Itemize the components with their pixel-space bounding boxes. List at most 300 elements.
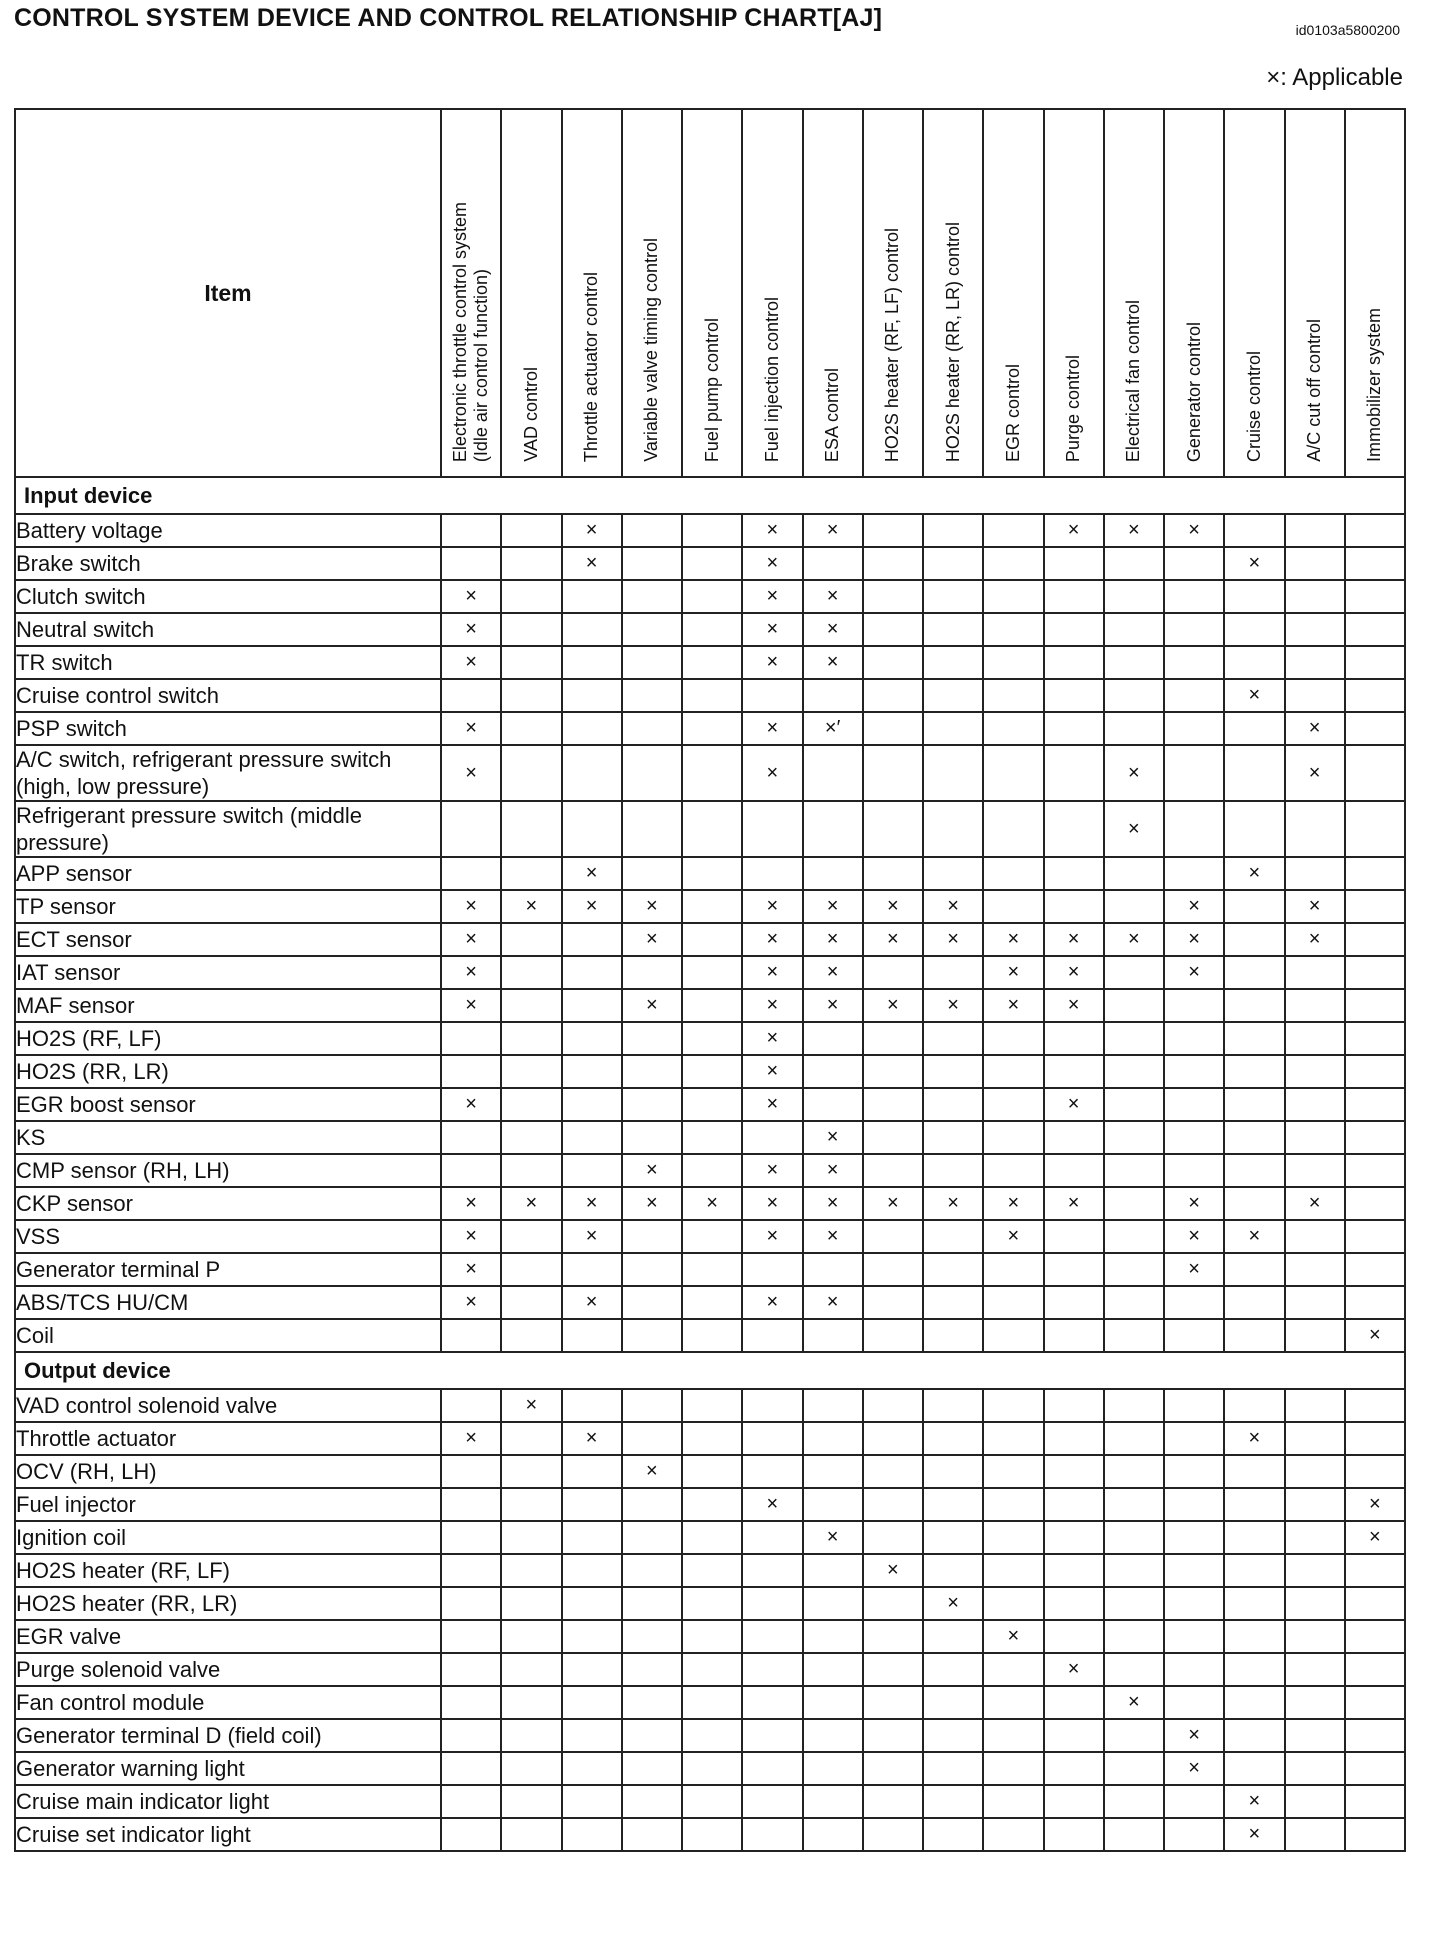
applicable-mark: ×: [826, 928, 839, 950]
table-cell: [501, 679, 561, 712]
table-cell: [1345, 580, 1405, 613]
table-cell: [622, 1286, 682, 1319]
column-header-label: Fuel injection control: [761, 296, 782, 462]
item-label: APP sensor: [15, 857, 441, 890]
table-row: [15, 1554, 1405, 1587]
table-cell: [562, 857, 622, 890]
table-cell: [983, 1719, 1043, 1752]
applicable-mark: ×: [1188, 928, 1200, 950]
table-cell: [622, 1154, 682, 1187]
table-cell: [1285, 580, 1345, 613]
table-cell: [742, 1455, 802, 1488]
column-header-label: ESA control: [822, 367, 843, 462]
table-cell: [682, 1319, 742, 1352]
table-cell: [1224, 1752, 1284, 1785]
table-cell: [562, 1022, 622, 1055]
table-cell: [682, 1022, 742, 1055]
applicable-mark: ×: [1308, 895, 1321, 917]
table-cell: [501, 1253, 561, 1286]
table-cell: [1104, 1055, 1164, 1088]
table-cell: [923, 1653, 983, 1686]
item-label: VAD control solenoid valve: [15, 1389, 441, 1422]
applicable-mark: ×: [766, 895, 779, 917]
column-header-label: Generator control: [1183, 321, 1204, 462]
table-cell: [803, 1319, 863, 1352]
column-header: [1224, 109, 1284, 477]
table-cell: [1224, 1187, 1284, 1220]
table-cell: [863, 1422, 923, 1455]
table-cell: [1104, 1620, 1164, 1653]
table-cell: [1104, 1455, 1164, 1488]
table-cell: [562, 956, 622, 989]
table-cell: [501, 1719, 561, 1752]
table-cell: [742, 1785, 802, 1818]
applicable-mark: ×: [766, 1093, 779, 1115]
table-cell: [1345, 1752, 1405, 1785]
applicable-mark: ×: [465, 1192, 477, 1214]
applicable-mark: ×: [585, 519, 598, 541]
table-cell: [742, 1554, 802, 1587]
table-cell: [863, 1719, 923, 1752]
table-cell: [1224, 1088, 1284, 1121]
table-cell: [1104, 679, 1164, 712]
item-label: Generator terminal D (field coil): [15, 1719, 441, 1752]
table-cell: [863, 1653, 923, 1686]
table-cell: [1224, 745, 1284, 801]
table-cell: [1224, 613, 1284, 646]
table-cell: [441, 989, 501, 1022]
applicable-mark: ×: [1369, 1493, 1381, 1515]
table-cell: [622, 1620, 682, 1653]
table-cell: [1164, 1022, 1224, 1055]
item-label: Brake switch: [15, 547, 441, 580]
table-cell: [742, 1488, 802, 1521]
table-cell: [803, 1818, 863, 1851]
table-cell: [441, 1055, 501, 1088]
item-label: Cruise set indicator light: [15, 1818, 441, 1851]
applicable-mark: ×: [585, 1225, 598, 1247]
table-cell: [622, 923, 682, 956]
table-cell: [1104, 1521, 1164, 1554]
applicable-mark: ×: [465, 1291, 477, 1313]
table-cell: [1044, 1154, 1104, 1187]
table-cell: [983, 514, 1043, 547]
table-cell: [501, 1319, 561, 1352]
column-header-label: Variable valve timing control: [641, 238, 662, 462]
table-cell: [983, 1686, 1043, 1719]
table-cell: [682, 956, 742, 989]
table-cell: [1044, 1785, 1104, 1818]
table-cell: [742, 1253, 802, 1286]
table-cell: [923, 1055, 983, 1088]
table-cell: [1164, 801, 1224, 857]
table-cell: [501, 613, 561, 646]
table-cell: [1285, 1319, 1345, 1352]
table-cell: [1224, 1286, 1284, 1319]
table-cell: [803, 1719, 863, 1752]
table-cell: [923, 1818, 983, 1851]
table-cell: [742, 712, 802, 745]
applicable-mark: ×: [826, 961, 839, 983]
item-label: OCV (RH, LH): [15, 1455, 441, 1488]
table-cell: [501, 1488, 561, 1521]
table-cell: [1224, 857, 1284, 890]
table-cell: [803, 1286, 863, 1319]
applicable-mark: ×: [465, 895, 477, 917]
table-cell: [983, 646, 1043, 679]
table-cell: [1345, 923, 1405, 956]
table-cell: [1345, 1319, 1405, 1352]
table-cell: [1164, 1521, 1224, 1554]
applicable-mark: ×: [1248, 1225, 1261, 1247]
table-cell: [742, 1686, 802, 1719]
table-cell: [803, 646, 863, 679]
table-cell: [1345, 1220, 1405, 1253]
table-cell: [1224, 1818, 1284, 1851]
table-cell: [863, 679, 923, 712]
table-cell: [682, 1220, 742, 1253]
table-cell: [1224, 679, 1284, 712]
table-cell: [1224, 1686, 1284, 1719]
table-cell: [1104, 857, 1164, 890]
column-header-label: A/C cut off control: [1304, 319, 1325, 462]
table-cell: [441, 1455, 501, 1488]
table-cell: [501, 1088, 561, 1121]
applicable-mark: ×: [1369, 1526, 1381, 1548]
table-cell: [1044, 745, 1104, 801]
table-cell: [1044, 1455, 1104, 1488]
table-cell: [1164, 1422, 1224, 1455]
applicable-mark: ×′: [824, 717, 841, 739]
table-cell: [983, 1253, 1043, 1286]
table-cell: [1164, 1187, 1224, 1220]
table-cell: [501, 547, 561, 580]
applicable-mark: ×: [887, 994, 899, 1016]
table-cell: [1345, 989, 1405, 1022]
table-cell: [1104, 1286, 1164, 1319]
table-cell: [1164, 1587, 1224, 1620]
applicable-mark: ×: [766, 519, 779, 541]
page-title: CONTROL SYSTEM DEVICE AND CONTROL RELATIONSHIP CHART[AJ]: [14, 4, 883, 32]
table-cell: [923, 1187, 983, 1220]
applicable-mark: ×: [947, 1592, 959, 1614]
table-cell: [501, 1220, 561, 1253]
item-label: Purge solenoid valve: [15, 1653, 441, 1686]
column-header: [501, 109, 561, 477]
applicable-mark: ×: [1308, 761, 1321, 784]
applicable-mark: ×: [887, 928, 899, 950]
item-label: Ignition coil: [15, 1521, 441, 1554]
table-row: [15, 1455, 1405, 1488]
table-cell: [863, 923, 923, 956]
table-cell: [441, 1686, 501, 1719]
applicable-mark: ×: [1128, 519, 1140, 541]
table-cell: [622, 1422, 682, 1455]
table-cell: [742, 613, 802, 646]
table-cell: [562, 613, 622, 646]
table-cell: [803, 1521, 863, 1554]
table-cell: [562, 745, 622, 801]
table-cell: [1224, 1620, 1284, 1653]
table-cell: [1044, 1319, 1104, 1352]
table-cell: [923, 1121, 983, 1154]
table-cell: [863, 890, 923, 923]
table-cell: [682, 547, 742, 580]
table-cell: [1345, 1455, 1405, 1488]
table-cell: [863, 712, 923, 745]
applicable-mark: ×: [826, 1291, 839, 1313]
table-row: [15, 514, 1405, 547]
table-cell: [682, 923, 742, 956]
table-cell: [742, 580, 802, 613]
table-cell: [1104, 1220, 1164, 1253]
table-cell: [682, 1488, 742, 1521]
table-cell: [983, 1554, 1043, 1587]
item-label: PSP switch: [15, 712, 441, 745]
table-cell: [682, 1752, 742, 1785]
applicable-mark: ×: [585, 862, 598, 884]
table-cell: [622, 1389, 682, 1422]
table-row: [15, 1653, 1405, 1686]
table-cell: [803, 1488, 863, 1521]
table-cell: [1044, 679, 1104, 712]
table-cell: [923, 1719, 983, 1752]
applicable-mark: ×: [887, 1559, 899, 1581]
table-cell: [501, 1022, 561, 1055]
applicable-mark: ×: [465, 651, 477, 673]
table-cell: [983, 580, 1043, 613]
table-cell: [1044, 613, 1104, 646]
table-cell: [1345, 1121, 1405, 1154]
applicable-mark: ×: [1308, 928, 1321, 950]
table-row: [15, 1521, 1405, 1554]
table-cell: [682, 580, 742, 613]
table-cell: [1104, 1253, 1164, 1286]
table-cell: [742, 679, 802, 712]
table-cell: [622, 956, 682, 989]
table-cell: [562, 1286, 622, 1319]
applicable-mark: ×: [826, 519, 839, 541]
table-cell: [622, 1587, 682, 1620]
table-cell: [1285, 1620, 1345, 1653]
table-cell: [1345, 801, 1405, 857]
applicable-mark: ×: [947, 928, 959, 950]
applicable-mark: ×: [826, 618, 839, 640]
table-cell: [1345, 1253, 1405, 1286]
table-cell: [983, 1818, 1043, 1851]
table-cell: [501, 1455, 561, 1488]
table-cell: [923, 1686, 983, 1719]
table-cell: [1224, 1220, 1284, 1253]
table-cell: [742, 857, 802, 890]
table-cell: [742, 1319, 802, 1352]
table-cell: [863, 1752, 923, 1785]
table-cell: [863, 613, 923, 646]
table-cell: [562, 1521, 622, 1554]
table-row: [15, 1187, 1405, 1220]
table-row: [15, 1389, 1405, 1422]
table-cell: [803, 1455, 863, 1488]
applicable-mark: ×: [465, 585, 477, 607]
table-cell: [501, 1521, 561, 1554]
table-cell: [863, 1686, 923, 1719]
table-cell: [501, 1653, 561, 1686]
applicable-mark: ×: [465, 1258, 477, 1280]
table-cell: [1285, 1253, 1345, 1286]
table-cell: [562, 1653, 622, 1686]
table-cell: [803, 745, 863, 801]
table-cell: [682, 1686, 742, 1719]
table-cell: [501, 1121, 561, 1154]
table-cell: [1224, 1488, 1284, 1521]
item-label: Generator warning light: [15, 1752, 441, 1785]
table-cell: [1044, 712, 1104, 745]
table-cell: [863, 1253, 923, 1286]
item-label: Throttle actuator: [15, 1422, 441, 1455]
applicable-mark: ×: [465, 1093, 477, 1115]
table-cell: [803, 1022, 863, 1055]
applicable-mark: ×: [766, 1291, 779, 1313]
table-cell: [501, 1686, 561, 1719]
table-cell: [1164, 1554, 1224, 1587]
applicable-mark: ×: [887, 1192, 899, 1214]
applicable-mark: ×: [1007, 994, 1020, 1016]
table-cell: [1164, 1719, 1224, 1752]
table-cell: [562, 1620, 622, 1653]
table-cell: [1164, 514, 1224, 547]
table-cell: [682, 890, 742, 923]
table-cell: [1285, 1088, 1345, 1121]
table-cell: [441, 1785, 501, 1818]
column-header-label: Purge control: [1063, 354, 1084, 462]
table-cell: [1285, 1653, 1345, 1686]
table-cell: [562, 923, 622, 956]
item-label: HO2S heater (RR, LR): [15, 1587, 441, 1620]
table-cell: [863, 514, 923, 547]
table-cell: [803, 1686, 863, 1719]
table-cell: [1104, 613, 1164, 646]
column-header-label: Throttle actuator control: [581, 271, 602, 462]
table-cell: [742, 1121, 802, 1154]
table-cell: [441, 1653, 501, 1686]
table-row: [15, 1253, 1405, 1286]
applicable-mark: ×: [1188, 1258, 1200, 1280]
table-cell: [742, 1220, 802, 1253]
applicable-mark: ×: [766, 552, 779, 574]
table-cell: [1345, 1154, 1405, 1187]
table-cell: [983, 613, 1043, 646]
table-row: [15, 1088, 1405, 1121]
column-header-label: Cruise control: [1243, 350, 1264, 462]
item-label: Battery voltage: [15, 514, 441, 547]
applicable-mark: ×: [465, 717, 477, 739]
item-label: CKP sensor: [15, 1187, 441, 1220]
table-cell: [1224, 712, 1284, 745]
table-cell: [863, 1187, 923, 1220]
table-cell: [1044, 857, 1104, 890]
column-header: [682, 109, 742, 477]
table-cell: [441, 580, 501, 613]
table-cell: [742, 1587, 802, 1620]
column-header-label: Electrical fan control: [1123, 299, 1144, 462]
table-cell: [1164, 1253, 1224, 1286]
table-cell: [1104, 923, 1164, 956]
table-cell: [742, 890, 802, 923]
item-label: Cruise main indicator light: [15, 1785, 441, 1818]
table-cell: [1224, 1785, 1284, 1818]
table-cell: [1345, 613, 1405, 646]
table-cell: [863, 1587, 923, 1620]
table-cell: [923, 712, 983, 745]
table-cell: [1104, 1785, 1164, 1818]
table-cell: [1104, 1752, 1164, 1785]
table-cell: [1104, 1653, 1164, 1686]
table-cell: [682, 613, 742, 646]
table-cell: [1044, 1488, 1104, 1521]
table-cell: [923, 956, 983, 989]
table-cell: [1104, 1088, 1164, 1121]
column-header: [803, 109, 863, 477]
table-cell: [1104, 1422, 1164, 1455]
table-cell: [682, 1253, 742, 1286]
table-cell: [682, 712, 742, 745]
table-cell: [682, 1719, 742, 1752]
table-cell: [1164, 1752, 1224, 1785]
table-cell: [501, 580, 561, 613]
table-cell: [562, 547, 622, 580]
applicable-mark: ×: [1067, 519, 1080, 541]
table-cell: [1044, 646, 1104, 679]
item-label: Fuel injector: [15, 1488, 441, 1521]
table-cell: [1044, 890, 1104, 923]
table-cell: [1345, 1521, 1405, 1554]
table-cell: [501, 1055, 561, 1088]
table-cell: [501, 956, 561, 989]
item-label: HO2S heater (RF, LF): [15, 1554, 441, 1587]
table-cell: [1224, 1719, 1284, 1752]
column-header: [562, 109, 622, 477]
table-row: [15, 1488, 1405, 1521]
table-cell: [1104, 1554, 1164, 1587]
table-cell: [742, 1389, 802, 1422]
table-cell: [923, 989, 983, 1022]
table-cell: [1285, 857, 1345, 890]
applicable-mark: ×: [1248, 1790, 1261, 1812]
table-cell: [1044, 1055, 1104, 1088]
applicable-mark: ×: [1248, 862, 1261, 884]
table-cell: [1285, 956, 1345, 989]
table-cell: [803, 1220, 863, 1253]
table-cell: [622, 580, 682, 613]
table-cell: [1285, 1455, 1345, 1488]
table-cell: [622, 1554, 682, 1587]
table-cell: [1164, 1154, 1224, 1187]
table-cell: [1345, 1286, 1405, 1319]
table-row: [15, 1055, 1405, 1088]
table-cell: [863, 1521, 923, 1554]
table-cell: [1285, 712, 1345, 745]
table-cell: [742, 1022, 802, 1055]
table-cell: [622, 801, 682, 857]
applicable-mark: ×: [826, 1225, 839, 1247]
table-cell: [742, 547, 802, 580]
section-title: Input device: [15, 477, 1405, 514]
table-cell: [803, 1422, 863, 1455]
table-cell: [1345, 547, 1405, 580]
table-cell: [1345, 1785, 1405, 1818]
table-cell: [501, 1587, 561, 1620]
table-cell: [1104, 1686, 1164, 1719]
